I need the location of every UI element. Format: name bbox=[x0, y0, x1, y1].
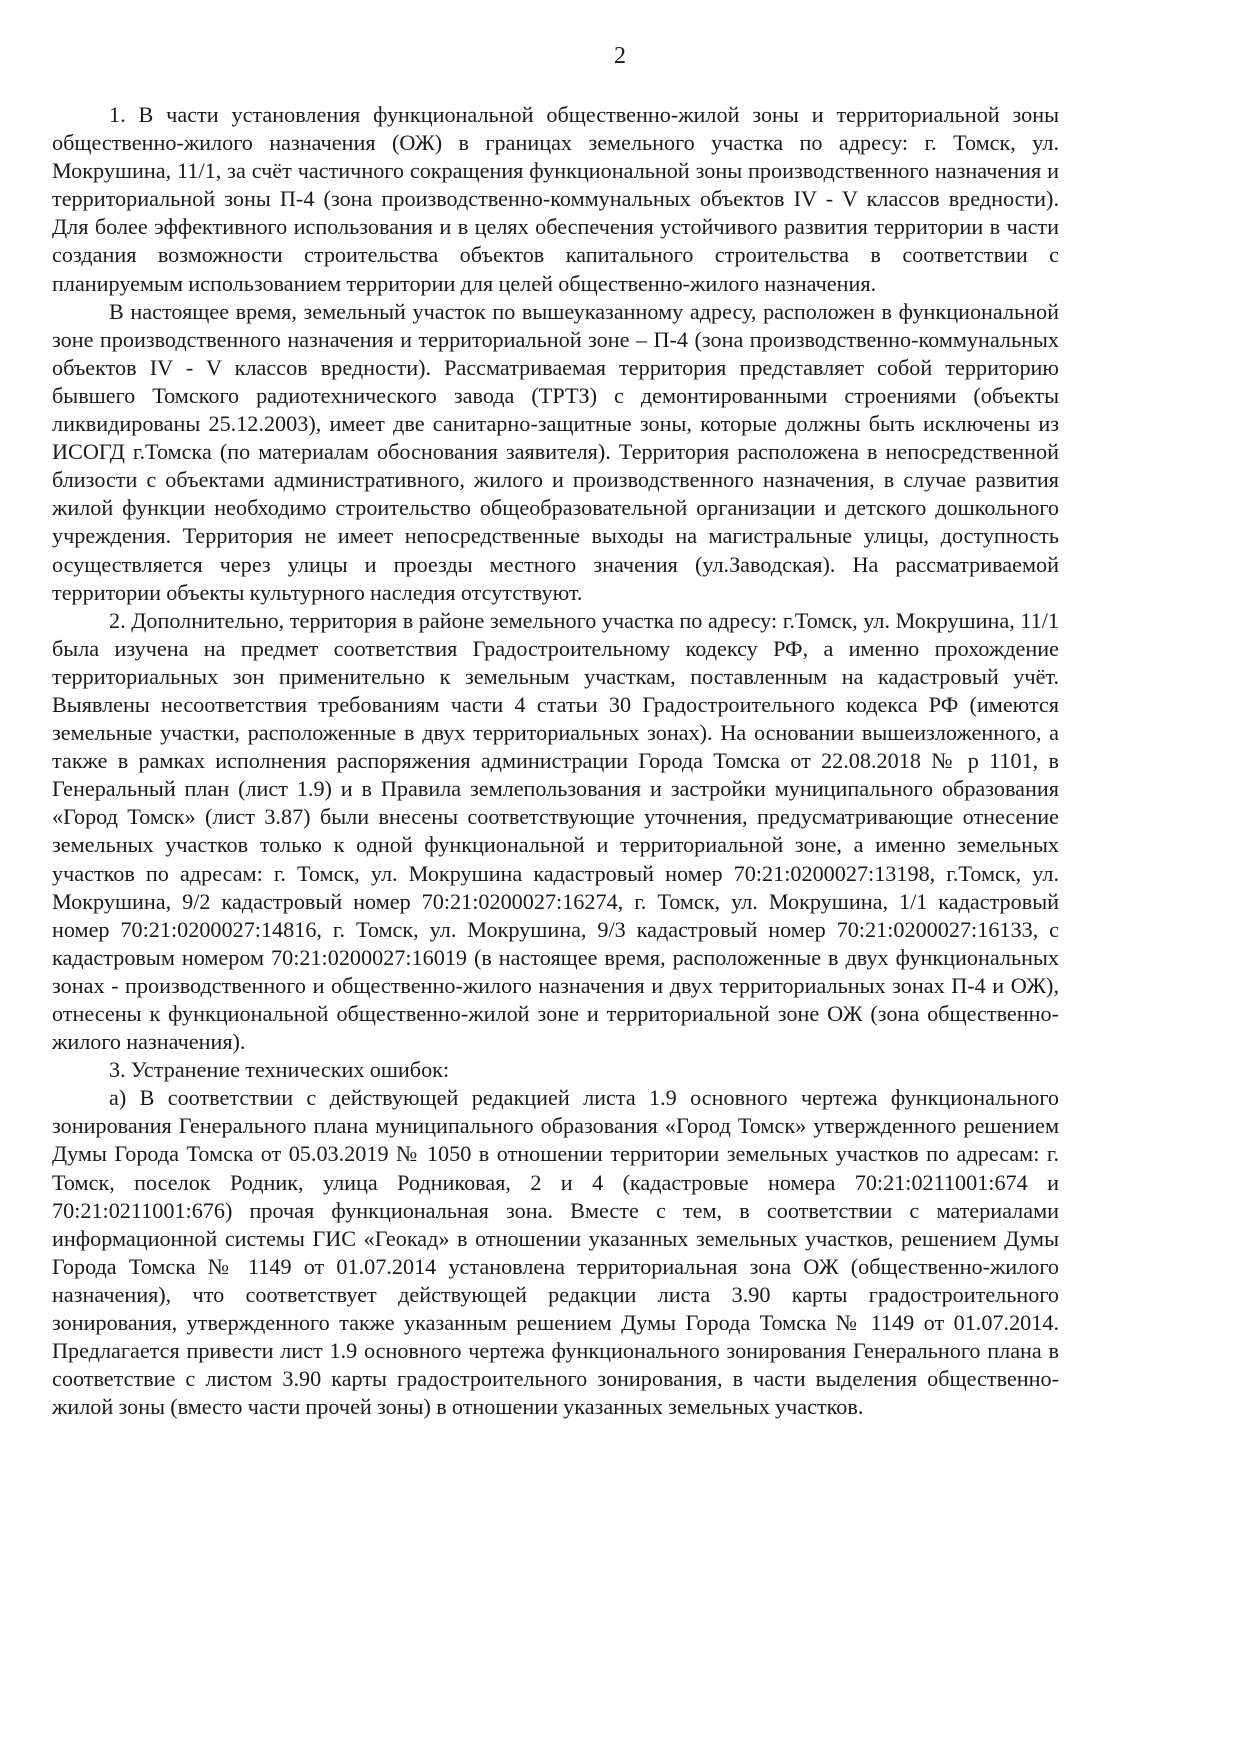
paragraph-current-status: В настоящее время, земельный участок по вышеуказанному адресу, расположен в функциональной зоне производственного назначения и территориальной зоне – П-4 (зона производственно-коммунальных объектов IV - V классов вредности). Рассматриваемая территория представляет собой территорию бывшего Томского радиотехнического завода (ТРТЗ) с демонтированными строениями (объекты ликвидированы 25.12.2003), имеет две санитарно-защитные зоны, которые должны быть исключены из ИСОГД г.Томска (по материалам обоснования заявителя). Территория расположена в непосредственной близости с объектами административного, жилого и производственного назначения, в случае развития жилой функции необходимо строительство общеобразовательной организации и детского дошкольного учреждения. Территория не имеет непосредственные выходы на магистральные улицы, доступность осуществляется через улицы и проезды местного значения (ул.Заводская). На рассматриваемой территории объекты культурного наследия отсутствуют. bbox=[52, 298, 1059, 605]
paragraph-2-additional-review: 2. Дополнительно, территория в районе земельного участка по адресу: г.Томск, ул. Мокрушина, 11/1 была изучена на предмет соответствия Градостроительному кодексу РФ, а именно прохождение территориальных зон применительно к земельным участкам, поставленным на кадастровый учёт. Выявлены несоответствия требованиям части 4 статьи 30 Градостроительного кодекса РФ (имеются земельные участки, расположенные в двух территориальных зонах). На основании вышеизложенного, а также в рамках исполнения распоряжения администрации Города Томска от 22.08.2018 № р 1101, в Генеральный план (лист 1.9) и в Правила землепользования и застройки муниципального образования «Город Томск» (лист 3.87) были внесены соответствующие уточнения, предусматривающие отнесение земельных участков только к одной функциональной и территориальной зоне, а именно земельных участков по адресам: г. Томск, ул. Мокрушина кадастровый номер 70:21:0200027:13198, г.Томск, ул. Мокрушина, 9/2 кадастровый номер 70:21:0200027:16274, г. Томск, ул. Мокрушина, 1/1 кадастровый номер 70:21:0200027:14816, г. Томск, ул. Мокрушина, 9/3 кадастровый номер 70:21:0200027:16133, с кадастровым номером 70:21:0200027:16019 (в настоящее время, расположенные в двух функциональных зонах - производственного и общественно-жилого назначения и двух территориальных зонах П-4 и ОЖ), отнесены к функциональной общественно-жилой зоне и территориальной зоне ОЖ (зона общественно-жилого назначения). bbox=[52, 607, 1059, 1055]
page-number: 2 bbox=[614, 43, 626, 69]
paragraph-3-technical-errors: 3. Устранение технических ошибок: bbox=[109, 1057, 450, 1083]
paragraph-1-zone-establishment: 1. В части установления функциональной общественно-жилой зоны и территориальной зоны общественно-жилого назначения (ОЖ) в границах земельного участка по адресу: г. Томск, ул. Мокрушина, 11/1, за счёт частичного сокращения функциональной зоны производственного назначения и территориальной зоны П-4 (зона производственно-коммунальных объектов IV - V классов вредности). Для более эффективного использования и в целях обеспечения устойчивого развития территории в части создания возможности строительства объектов капитального строительства в соответствии с планируемым использованием территории для целей общественно-жилого назначения. bbox=[52, 102, 1059, 296]
paragraph-3a-rodnik: а) В соответствии с действующей редакцией листа 1.9 основного чертежа функционального зонирования Генерального плана муниципального образования «Город Томск» утвержденного решением Думы Города Томска от 05.03.2019 № 1050 в отношении территории земельных участков по адресам: г. Томск, поселок Родник, улица Родниковая, 2 и 4 (кадастровые номера 70:21:0211001:674 и 70:21:0211001:676) прочая функциональная зона. Вместе с тем, в соответствии с материалами информационной системы ГИС «Геокад» в отношении указанных земельных участков, решением Думы Города Томска № 1149 от 01.07.2014 установлена территориальная зона ОЖ (общественно-жилого назначения), что соответствует действующей редакции листа 3.90 карты градостроительного зонирования, утвержденного также указанным решением Думы Города Томска № 1149 от 01.07.2014. Предлагается привести лист 1.9 основного чертежа функционального зонирования Генерального плана в соответствие с листом 3.90 карты градостроительного зонирования, в части выделения общественно-жилой зоны (вместо части прочей зоны) в отношении указанных земельных участков. bbox=[52, 1085, 1059, 1420]
document-body bbox=[52, 101, 1059, 1421]
